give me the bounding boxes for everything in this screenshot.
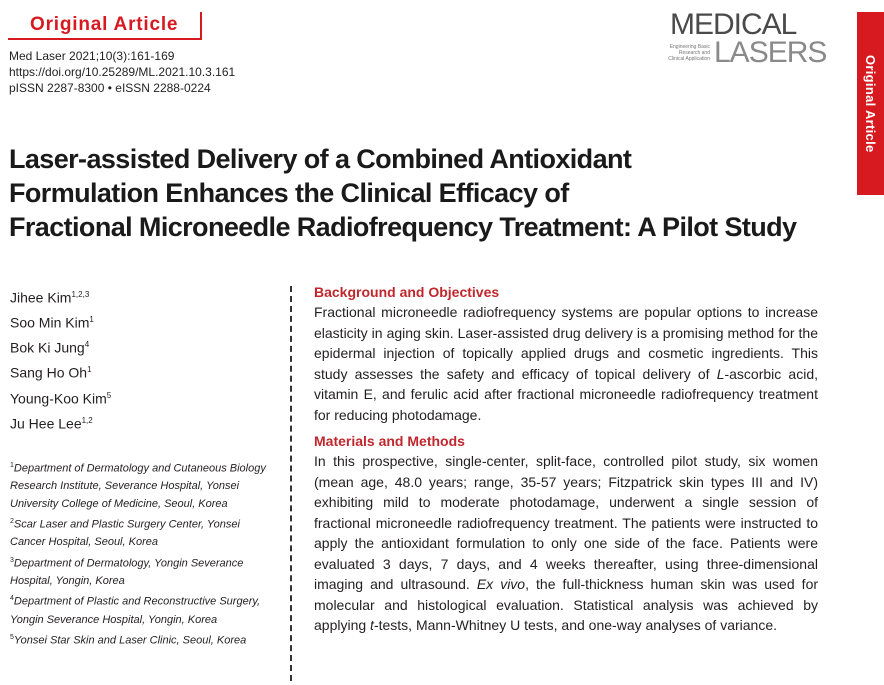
- logo-line2: LASERS: [714, 36, 827, 69]
- affiliation: $^2$Scar Laser and Plastic Surgery Center, Yonsei Cancer Hospital, Seoul, Korea: [10, 518, 240, 549]
- logo-line1: MEDICAL: [670, 8, 797, 41]
- affiliation-list: [10, 457, 272, 650]
- article-type-badge: Original Article: [30, 14, 179, 35]
- methods-text: In this prospective, single-center, split-face, controlled pilot study, six women (mean age, 48.0 years; range, 35-57 years; Fitzpatrick skin types III and IV) exhibiting mild to moderate photodamage, underwent a single session of fractional microneedle radiofrequency treatment. The patients were instructed to apply the antioxidant formulation to only one side of the face. Patients were evaluated 3 days, 7 days, and 4 weeks thereafter, using three-dimensional imaging and ultrasound. Ex vivo, the full-thickness human skin was used for molecular and histological evaluation. Statistical analysis was achieved by applying t-tests, Mann-Whitney U tests, and one-way analyses of variance.: [314, 453, 819, 633]
- author: Young-Koo Kim$^5$: [10, 390, 112, 407]
- citation: Med Laser 2021;10(3):161-169: [9, 49, 175, 63]
- affiliation: $^1$Department of Dermatology and Cutaneous Biology Research Institute, Severance Hospital, Yonsei University College of Medicine, Seoul, Korea: [10, 462, 266, 510]
- background-text: Fractional microneedle radiofrequency systems are popular options to increase elasticity in aging skin. Laser-assisted drug delivery is a promising method for the epidermal injection of topically applied drugs and cosmetic ingredients. This study assesses the safety and efficacy of topical delivery of L-ascorbic acid, vitamin E, and ferulic acid after fractional microneedle radiofrequency treatment for reducing photodamage.: [314, 304, 818, 423]
- logo-subtitle: Engineering Basic Research and Clinical Application: [668, 44, 710, 62]
- author: Sang Ho Oh$^1$: [10, 365, 92, 382]
- title-line: Fractional Microneedle Radiofrequency Treatment: A Pilot Study: [9, 212, 797, 242]
- abstract: [314, 282, 818, 642]
- doi-link[interactable]: https://doi.org/10.25289/ML.2021.10.3.161: [9, 65, 236, 79]
- affiliation: $^4$Department of Plastic and Reconstructive Surgery, Yongin Severance Hospital, Yongin, Korea: [10, 595, 261, 626]
- background-heading: Background and Objectives: [314, 284, 500, 300]
- author: Soo Min Kim$^1$: [10, 314, 94, 331]
- citation-meta: [9, 48, 235, 96]
- title-line: Formulation Enhances the Clinical Efficacy of: [9, 178, 569, 208]
- title-line: Laser-assisted Delivery of a Combined Antioxidant: [9, 144, 632, 174]
- author: Jihee Kim$^{1,2,3}$: [10, 289, 90, 306]
- article-title: [9, 142, 849, 244]
- affiliation: $^3$Department of Dermatology, Yongin Severance Hospital, Yongin, Korea: [10, 556, 244, 587]
- issn: pISSN 2287-8300 • eISSN 2288-0224: [9, 81, 211, 95]
- author-list: [10, 284, 111, 435]
- author: Bok Ki Jung$^4$: [10, 339, 90, 356]
- affiliation: $^5$Yonsei Star Skin and Laser Clinic, Seoul, Korea: [10, 634, 247, 647]
- journal-logo: [664, 8, 827, 69]
- methods-heading: Materials and Methods: [314, 433, 465, 449]
- author: Ju Hee Lee$^{1,2}$: [10, 415, 93, 432]
- side-tab-label: Original Article: [863, 54, 878, 153]
- column-divider: [290, 286, 292, 681]
